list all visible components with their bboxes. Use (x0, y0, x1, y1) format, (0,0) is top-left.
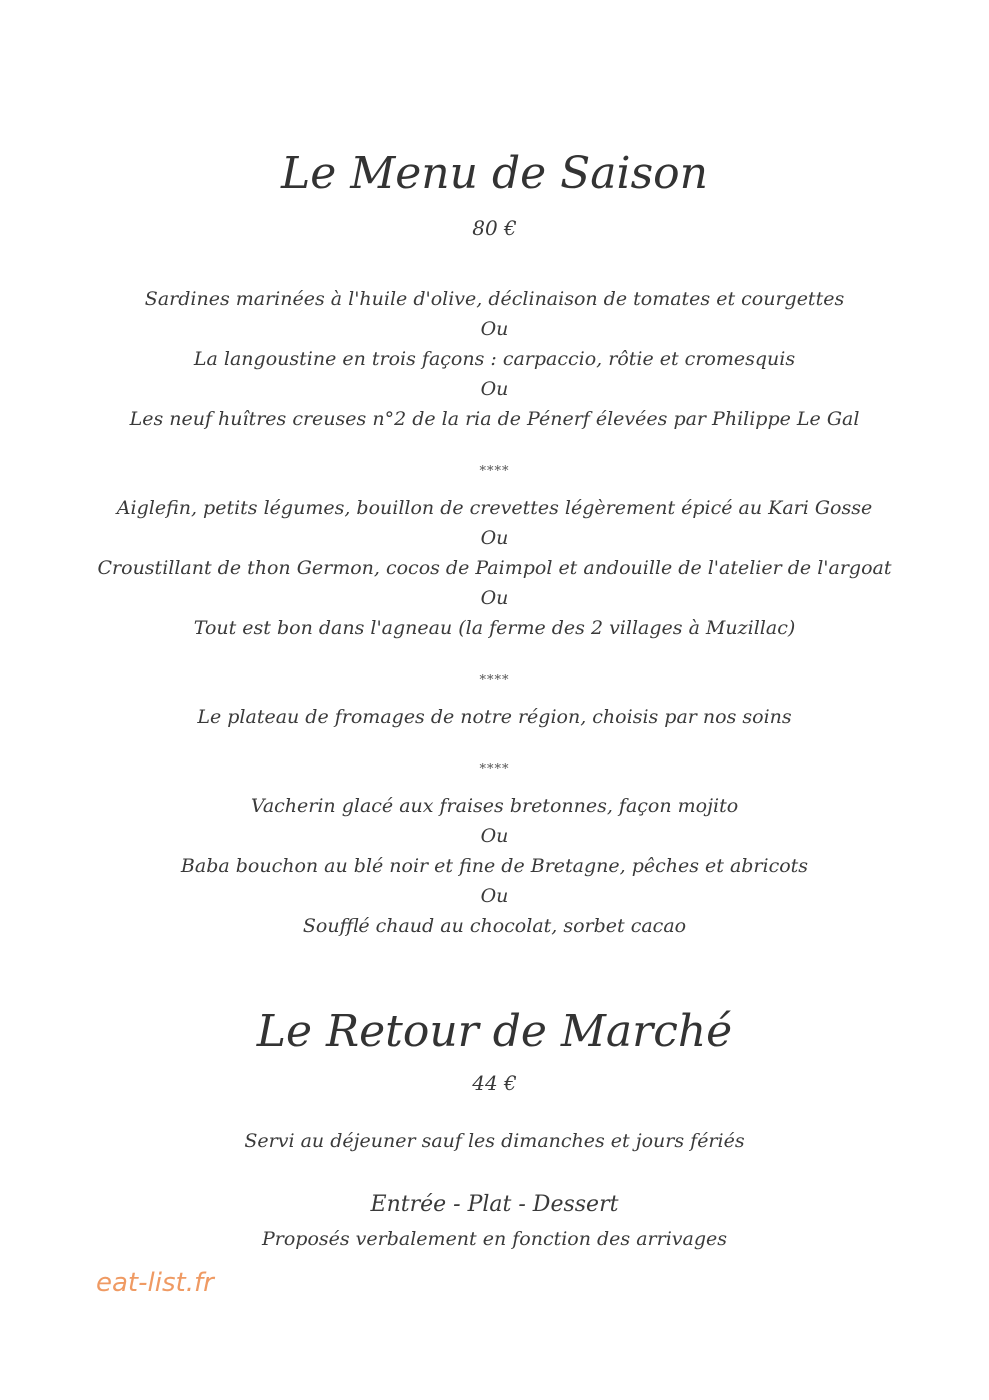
retour-marche-formula-note: Proposés verbalement en fonction des arrivages (261, 1228, 728, 1250)
ou-separator: Ou (480, 885, 509, 907)
fromage-item: Le plateau de fromages de notre région, choisis par nos soins (197, 706, 792, 728)
course-separator: **** (479, 464, 510, 479)
watermark-text: eat-list.fr (96, 1268, 214, 1298)
retour-marche-title: Le Retour de Marché (256, 1006, 733, 1057)
ou-separator: Ou (480, 587, 509, 609)
retour-marche-price: 44 € (472, 1071, 517, 1095)
ou-separator: Ou (480, 378, 509, 400)
entree-item: Les neuf huîtres creuses n°2 de la ria de Pénerf élevées par Philippe Le Gal (129, 408, 860, 430)
menu-saison-title: Le Menu de Saison (280, 148, 709, 199)
dessert-item: Vacherin glacé aux fraises bretonnes, façon mojito (250, 795, 739, 817)
course-separator: **** (479, 673, 510, 688)
course-separator: **** (479, 762, 510, 777)
dessert-item: Soufflé chaud au chocolat, sorbet cacao (302, 915, 687, 937)
menu-saison-price: 80 € (472, 216, 517, 240)
plat-item: Aiglefin, petits légumes, bouillon de crevettes légèrement épicé au Kari Gosse (116, 497, 873, 519)
entree-item: Sardines marinées à l'huile d'olive, déclinaison de tomates et courgettes (144, 288, 845, 310)
ou-separator: Ou (480, 527, 509, 549)
plat-item: Tout est bon dans l'agneau (la ferme des 2 villages à Muzillac) (193, 617, 796, 639)
plat-item: Croustillant de thon Germon, cocos de Paimpol et andouille de l'atelier de l'argoat (97, 557, 892, 579)
retour-marche-formula: Entrée - Plat - Dessert (370, 1192, 619, 1217)
dessert-item: Baba bouchon au blé noir et fine de Bretagne, pêches et abricots (180, 855, 809, 877)
retour-marche-note: Servi au déjeuner sauf les dimanches et jours fériés (244, 1130, 745, 1152)
entree-item: La langoustine en trois façons : carpaccio, rôtie et cromesquis (193, 348, 796, 370)
ou-separator: Ou (480, 825, 509, 847)
ou-separator: Ou (480, 318, 509, 340)
